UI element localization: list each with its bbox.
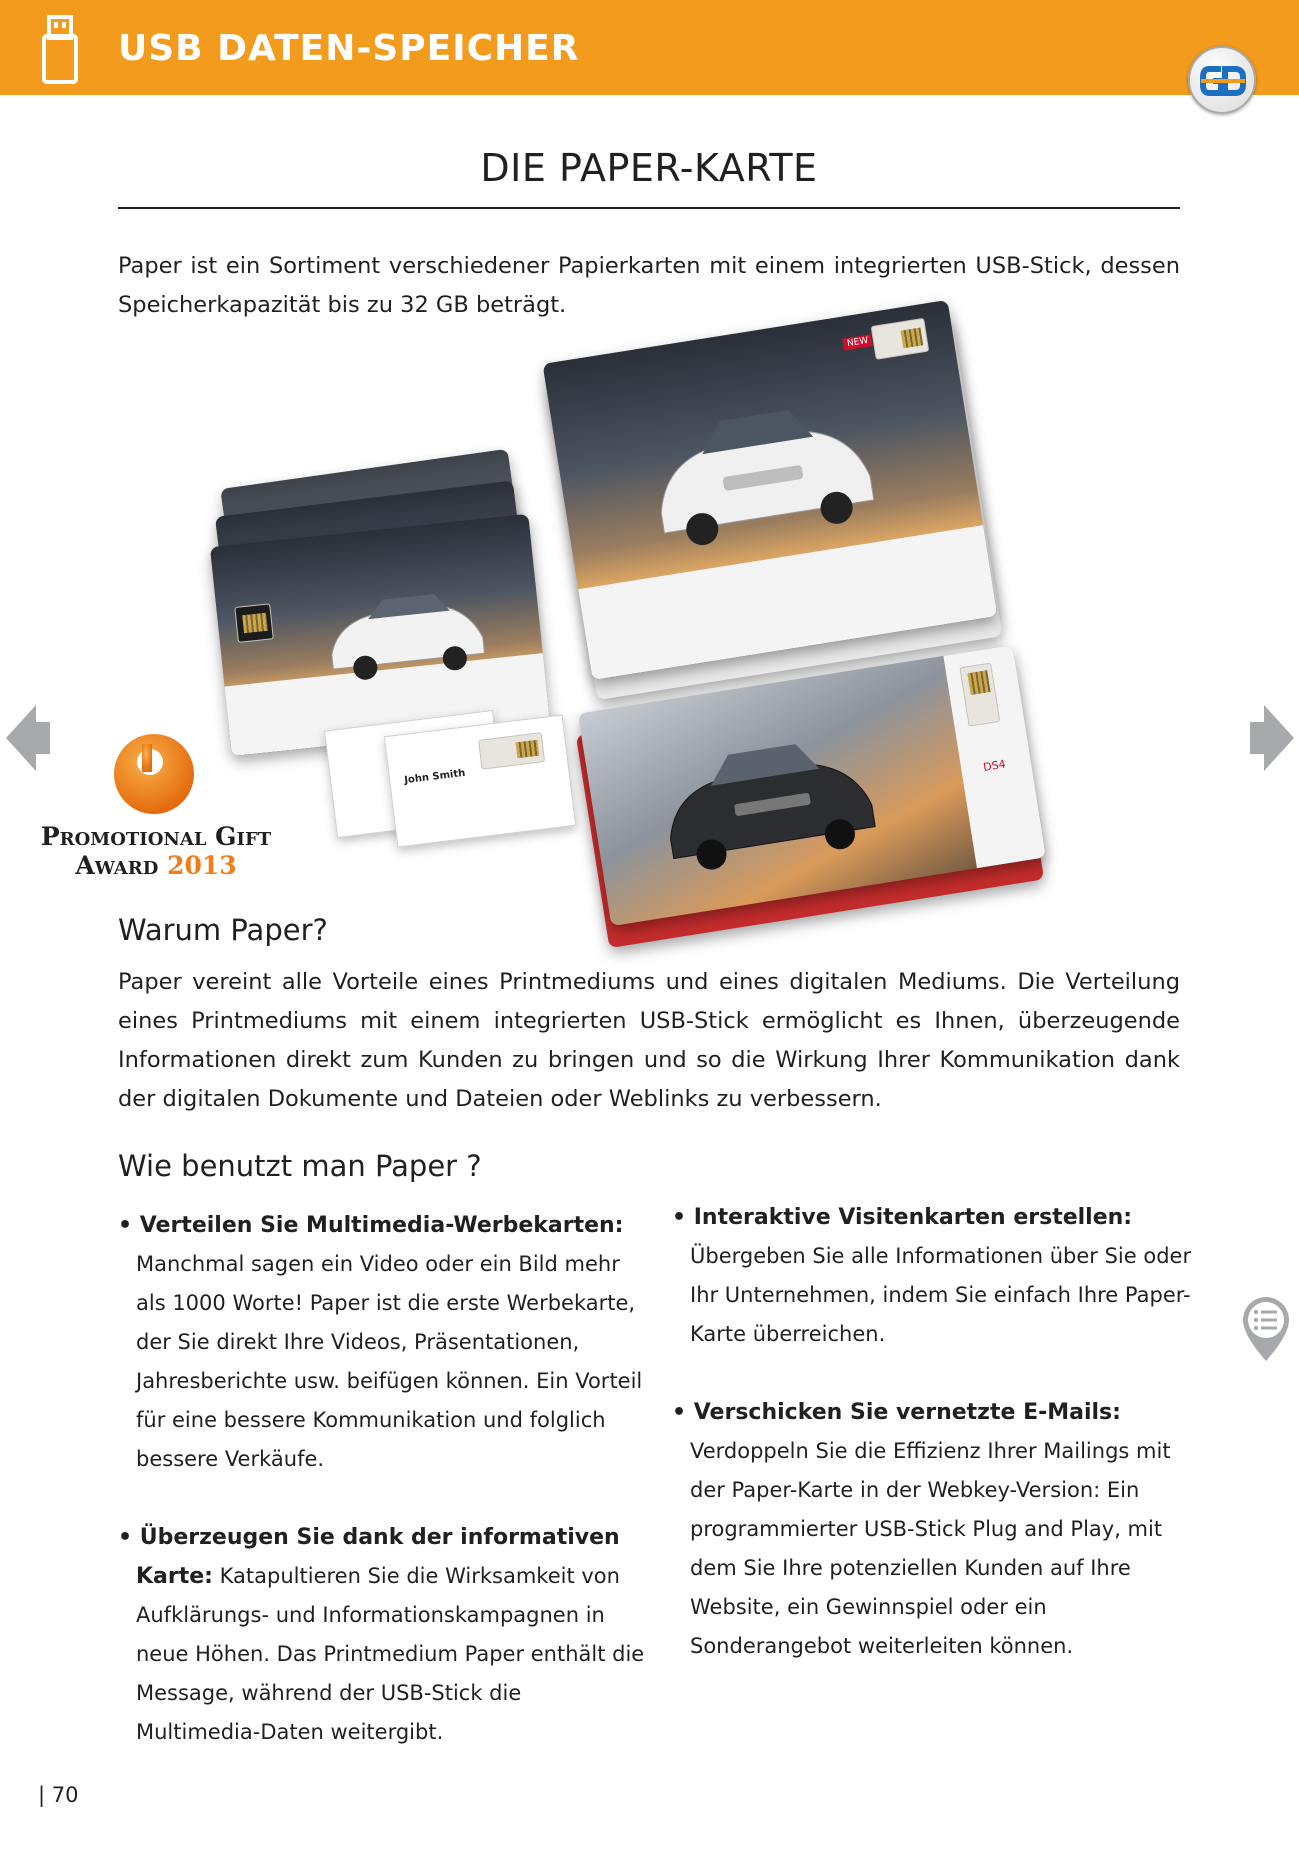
page-title: DIE PAPER-KARTE (480, 146, 818, 190)
award-text (40, 822, 272, 880)
bullet-item (672, 1393, 1192, 1666)
bullet-heading: • Überzeugen Sie dank der informativen (118, 1525, 620, 1550)
award-line2 (40, 851, 272, 880)
header-title: USB DATEN-SPEICHER (118, 28, 580, 69)
title-divider (118, 207, 1180, 209)
bullet-text: Manchmal sagen ein Video oder ein Bild mehr als 1000 Worte! Paper ist die erste Werbekarte, der Sie direkt Ihre Videos, Präsentationen, Jahresberichte usw. beifügen können. Ein Vorteil für eine bessere Kommunikation und folglich bessere Verkäufe. (136, 1252, 643, 1471)
bullet-item (118, 1206, 648, 1479)
gd-logo-icon[interactable] (1188, 46, 1256, 114)
page-number: | 70 (38, 1783, 79, 1807)
award-logo-icon (112, 732, 196, 816)
usb-stick-icon (38, 14, 82, 84)
bullet-text: Verdoppeln Sie die Effizienz Ihrer Mailings mit der Paper-Karte in der Webkey-Version: Ein programmierter USB-Stick Plug and Play, mit dem Sie Ihre potenziellen Kunden auf Ihre Website, ein Gewinnspiel oder ein Sonderangebot weiterleiten können. (690, 1439, 1171, 1658)
bullet-heading: • Verschicken Sie vernetzte E-Mails: (672, 1400, 1121, 1425)
bullet-text: Übergeben Sie alle Informationen über Sie oder Ihr Unternehmen, indem Sie einfach Ihre Paper-Karte überreichen. (690, 1244, 1192, 1346)
bullet-item (672, 1198, 1192, 1354)
bullet-heading: • Verteilen Sie Multimedia-Werbekarten: (118, 1213, 624, 1238)
product-image (220, 300, 1060, 940)
arrow-right-icon[interactable] (1248, 705, 1294, 771)
badge-new: NEW (842, 334, 873, 350)
bullet-text: Karte: Katapultieren Sie die Wirksamkeit von Aufklärungs- und Informationskampagnen in neue Höhen. Das Printmedium Paper enthält die Message, während der USB-Stick die Multimedia-Daten weitergibt. (136, 1564, 645, 1744)
award-line1: Promotional Gift (40, 822, 272, 851)
section-heading-how: Wie benutzt man Paper ? (118, 1149, 482, 1183)
business-card-name: John Smith (403, 767, 466, 787)
small-paper-card (210, 514, 550, 756)
card-model-label: DS4 (982, 757, 1007, 774)
list-bubble-icon[interactable] (1241, 1295, 1291, 1363)
how-column-right (672, 1198, 1192, 1705)
award-year: 2013 (167, 851, 237, 880)
large-paper-card (542, 300, 997, 680)
bullet-heading-cont: Karte: (136, 1564, 213, 1589)
section-heading-why: Warum Paper? (118, 913, 328, 947)
section-text-why: Paper vereint alle Vorteile eines Printmediums und eines digitalen Mediums. Die Verteilung eines Printmediums mit einem integrierten USB-Stick ermöglicht es Ihnen, überzeugende Informationen direkt zum Kunden zu bringen und so die Wirkung Ihrer Kommunikation dank der digitalen Dokumente und Dateien oder Weblinks zu verbessern. (118, 969, 1180, 1112)
bullet-heading: • Interaktive Visitenkarten erstellen: (672, 1205, 1133, 1230)
bullet-item (118, 1518, 648, 1752)
award-word: Award (75, 851, 159, 880)
intro-text: Paper ist ein Sortiment verschiedener Papierkarten mit einem integrierten USB-Stick, dessen Speicherkapazität bis zu 32 GB beträgt. (118, 253, 1180, 318)
arrow-left-icon[interactable] (6, 705, 52, 771)
how-column-left (118, 1206, 648, 1791)
header-bar (0, 0, 1299, 95)
business-card-front (384, 714, 576, 847)
